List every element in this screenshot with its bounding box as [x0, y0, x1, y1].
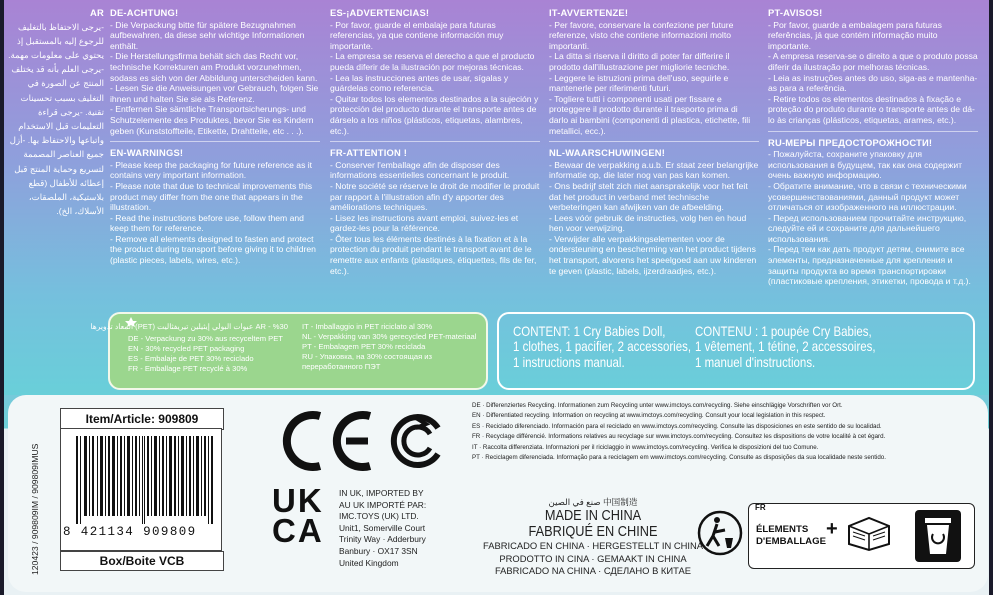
ar-heading: AR: [90, 7, 104, 18]
nl-section: [549, 148, 759, 276]
left-edge: [0, 0, 4, 595]
en-para: - Please note that due to technical improvements this product may differ from the one that appears in the illustration.: [110, 180, 313, 213]
recycling-line: EN · Differentiated recycling. Information on recycling at www.imctoys.com/recycling. Consult your local legislation in this respect.: [472, 412, 826, 420]
pt-para: - Retire todos os elementos destinados à fixação e proteção do produto durante o transporte antes de dá-lo às crianças (plásticos, etiquetas, arames, etc.).: [768, 93, 975, 125]
made-in-china: MADE IN CHINA: [544, 507, 642, 524]
de-en-column: [110, 8, 320, 270]
de-para: - Die Verpackung bitte für spätere Bezugnahmen aufbewahren, da diese sehr wichtige Informationen enthält.: [110, 19, 305, 51]
fr-para: - Lisez les instructions avant emploi, suivez-les et gardez-les pour la référence.: [330, 212, 519, 234]
recycling-line: ES · Reciclado diferenciado. Información para el reciclado en www.imctoys.com/recycling. Consulte las disposiciones en este sentido de su localidad.: [472, 422, 882, 430]
ru-section: [768, 138, 978, 287]
pt-para: - A empresa reserva-se o direito a que o produto possa diferir da ilustração por melhoras técnicas.: [768, 51, 978, 72]
importer-line: IN UK, IMPORTED BY: [339, 488, 424, 498]
divider: [768, 131, 978, 132]
recycling-line: FR · Recyclage différencié. Informations relatives au recyclage sur www.imctoys.com/recycling. Consultez les dispositions de votre localité à cet égard.: [472, 433, 886, 441]
recycling-symbol-icon: [386, 406, 450, 476]
importer-line: Trinity Way · Adderbury: [339, 534, 426, 545]
pet-pt: PT - Embalagem PET 30% reciclada: [302, 342, 426, 351]
pet-nl: NL - Verpakking van 30% gerecycled PET-materiaal: [302, 332, 477, 341]
nl-para: - Lees vóór gebruik de instructies, volg hen en houd hen voor verwijzing.: [549, 212, 747, 234]
ce-mark-icon: [282, 406, 378, 476]
recycling-line: PT · Reciclagem diferenciada. Informação para a reciclagem em www.imctoys.com/recycling. Consulte as disposições da sua localidade neste sentido.: [472, 454, 886, 462]
fr-heading: FR-ATTENTION !: [330, 147, 408, 159]
fr-para: - Notre société se réserve le droit de modifier le produit par rapport à l'illustration afin d'y apporter des améliorations techniques.: [330, 180, 540, 213]
barcode: [76, 436, 214, 524]
importer-line: AU UK IMPORTÉ PAR:: [339, 499, 427, 510]
origin-line: PRODOTTO IN CINA · GEMAAKT IN CHINA: [499, 552, 687, 564]
content-fr: CONTENU : 1 poupée Cry Babies, 1 vêtement, 1 tétine, 2 accessoires, 1 manuel d'instructions.: [695, 323, 876, 370]
recycled-pet-box: [90, 312, 488, 390]
en-para: - Please keep the packaging for future reference as it contains very important information.: [110, 159, 313, 181]
pet-ru: RU - Упаковка, на 30% состоящая из переработанного ПЭТ: [302, 352, 433, 371]
bin-icon: [913, 508, 963, 564]
it-para: - Leggere le istruzioni prima dell'uso, seguirle e mantenerle per riferimenti futuri.: [549, 72, 729, 94]
tidyman-icon: [697, 508, 743, 558]
origin-line: FABRICADO NA CHINA · СДЕЛАНО В КИТАЕ: [494, 565, 692, 577]
es-section: [330, 8, 540, 136]
ru-para: - Пожалуйста, сохраните упаковку для использования в будущем, так как она содержит очень важную информацию.: [768, 149, 963, 181]
en-heading: EN-WARNINGS!: [110, 147, 184, 159]
nl-para: - Ons bedrijf stelt zich niet aansprakelijk voor het feit dat het product in verband met technische verbeteringen kan afwijken van de afbeelding.: [549, 180, 748, 213]
item-article-label: Item/Article: 909809: [60, 408, 224, 430]
box-label: Box/Boite VCB: [60, 551, 224, 571]
it-heading: IT-AVVERTENZE!: [549, 7, 629, 18]
pt-para: - Por favor, guarde a embalagem para futuras referências, já que contém informação muito importante.: [768, 19, 942, 51]
it-para: - La ditta si riserva il diritto di poter far differire il prodotto dall'illustrazione per migliorie tecniche.: [549, 51, 730, 72]
fr-para: - Conserver l'emballage afin de disposer des informations essentielles concernant le produit.: [330, 159, 510, 181]
content-en: CONTENT: 1 Cry Babies Doll, 1 clothes, 1 pacifier, 2 accessories, 1 instructions manual.: [513, 323, 692, 370]
importer-line: United Kingdom: [339, 557, 399, 568]
origin-chinese: 中国制造: [603, 497, 638, 507]
importer-line: IMC.TOYS (UK) LTD.: [339, 511, 419, 522]
es-para: - Por favor, guarde el embalaje para futuras referencias, ya que contiene información muy importante.: [330, 19, 504, 51]
it-para: - Togliere tutti i componenti usati per fissare e proteggere il prodotto durante il trasporto prima di darlo ai bambini (componenti di plastica, etichette, fili metallici, ecc.).: [549, 93, 751, 136]
pet-en: EN - 30% recycled PET packaging: [128, 344, 245, 353]
fabrique-en-chine: FABRIQUÉ EN CHINE: [528, 523, 658, 540]
ukca-mark: UK CA: [272, 482, 324, 549]
pt-section: [768, 8, 978, 126]
pet-es: ES - Embalaje de PET 30% reciclado: [128, 354, 254, 363]
en-section: [110, 148, 320, 266]
de-section: [110, 8, 320, 136]
de-heading: DE-ACHTUNG!: [110, 7, 179, 18]
fr-para: - Ôter tous les éléments destinés à la fixation et à la protection du produit pendant le transport avant de le remettre aux enfants (plastiques, étiquettes, fils de fer, etc.).: [330, 233, 537, 276]
divider: [110, 141, 320, 142]
divider: [330, 141, 540, 142]
ru-heading: RU-МЕРЫ ПРЕДОСТОРОЖНОСТИ!: [768, 136, 933, 148]
en-para: - Remove all elements designed to fasten and protect the product during transport before giving it to children (plastic pieces, labels, wires, etc.).: [110, 233, 316, 266]
origin-line: FABRICADO EN CHINA · HERGESTELLT IN CHINA: [482, 540, 703, 551]
pet-fr: FR - Emballage PET recyclé à 30%: [128, 364, 248, 373]
es-para: - Quitar todos los elementos destinados a la sujeción y protección del producto durante el transporte antes de dárselo a los niños (plásticos, etiquetas, alambres, etc.).: [330, 93, 539, 136]
importer-line: Banbury · OX17 3SN: [339, 545, 418, 556]
right-edge: [989, 0, 993, 595]
ar-section: [8, 8, 104, 218]
recycling-line: IT · Raccolta differenziata. Informazioni per il riciclaggio in www.imctoys.com/recycling. Verifica le disposizioni del tuo Comune.: [472, 443, 819, 451]
nl-heading: NL-WAARSCHUWINGEN!: [549, 147, 666, 159]
pet-it: IT - Imballaggio in PET riciclato al 30%: [302, 322, 433, 331]
fr-section: [330, 148, 540, 276]
es-heading: ES-¡ADVERTENCIAS!: [330, 7, 430, 18]
ru-para: - Перед тем как дать продукт детям, снимите все элементы, предназначенные для крепления и защиты продукта во время транспортировки (пластиковые крепления, этикетки, провода и т.д.).: [768, 244, 971, 287]
ukca-importer: [339, 488, 426, 569]
packaging-box-icon: [845, 514, 893, 552]
it-para: - Per favore, conservare la confezione per future referenze, visto che contiene informazioni molto importanti.: [549, 19, 734, 51]
de-para: - Die Herstellungsfirma behält sich das Recht vor, technische Korrekturen am Produkt vorzunehmen, sodass es sich von der Abbildung unterscheiden kann.: [110, 51, 318, 83]
pet-de: DE - Verpackung zu 30% aus recyceltem PET: [128, 334, 283, 343]
recycling-info: [472, 401, 977, 463]
nl-para: - Verwijder alle verpakkingselementen voor de ondersteuning en bescherming van het product tijdens het transport, alvorens het speelgoed aan uw kinderen te geven (plastic, labels, ijzerdraadjes, etc.).: [549, 233, 757, 276]
origin-block: [478, 497, 708, 578]
de-para: - Entfernen Sie sämtliche Transportsicherungs- und Schutzelemente des Produktes, bevor Sie es Kindern geben (Kunststoffteile, Etikette, Drahtteile, etc . . .).: [110, 104, 314, 136]
ru-para: - Перед использованием прочитайте инструкцию, следуйте ей и сохраните для дальнейшего использования.: [768, 212, 967, 244]
divider: [549, 141, 759, 142]
es-para: - La empresa se reserva el derecho a que el producto pueda diferir de la ilustración por mejoras técnicas.: [330, 51, 535, 72]
pt-heading: PT-AVISOS!: [768, 7, 823, 18]
triman-box: [748, 503, 975, 569]
lot-code-vertical: 120423 / 909809IM / 909809IMUS: [30, 443, 40, 575]
recycling-line: DE · Differenziertes Recycling. Informationen zum Recycling unter www.imctoys.com/recycling. Siehe einschlägige Vorschriften vor Ort.: [472, 402, 843, 409]
de-para: - Lesen Sie die Anweisungen vor Gebrauch, folgen Sie ihnen und halten Sie sie als Referenz.: [110, 83, 319, 104]
pt-ru-column: [768, 8, 978, 291]
contents-box: [497, 312, 975, 390]
es-para: - Lea las instrucciones antes de usar, sígalas y guárdelas como referencia.: [330, 72, 509, 94]
origin-arabic: صنع في الصين: [548, 497, 601, 507]
ar-text: -يرجى الاحتفاظ بالتغليف للرجوع إليه بالمستقبل إذ يحتوي على معلومات مهمة. -يرجى العلم بأنه قد يختلف المنتج عن الصورة في التغليف بسبب تحسينات تقنية. -يرجى قراءة التعليمات قبل الاستخدام واتباعها والاحتفاظ بها. -أزل جميع العناصر المصممة لتسريع وحماية المنتج قبل إعطائه للأطفال (قطع بلاستيكية، الملصقات، الأسلاك، الخ).: [8, 21, 104, 217]
pet-ar: %30 - AR عبوات البولي إيثيلين تيريفثاليت (PET) المعاد تدويرها: [90, 322, 288, 331]
nl-para: - Bewaar de verpakking a.u.b. Er staat zeer belangrijke informatie op, die later nog van pas kan komen.: [549, 159, 759, 181]
triman-elements: ÉLEMENTS D'EMBALLAGE: [756, 524, 826, 547]
it-section: [549, 8, 759, 136]
ru-para: - Обратите внимание, что в связи с техническими усовершенствованиями, данный продукт может отличаться от изображенного на иллюстрации.: [768, 180, 967, 213]
barcode-number: 8 421134 909809: [63, 525, 197, 539]
triman-country: FR: [755, 503, 766, 512]
pt-para: - Leia as instruções antes do uso, siga-as e mantenha-as para a referência.: [768, 72, 978, 94]
it-nl-column: [549, 8, 759, 280]
es-fr-column: [330, 8, 540, 280]
triman-plus: +: [826, 518, 838, 540]
importer-line: Unit1, Somerville Court: [339, 522, 426, 533]
en-para: - Read the instructions before use, follow them and keep them for reference.: [110, 212, 304, 234]
